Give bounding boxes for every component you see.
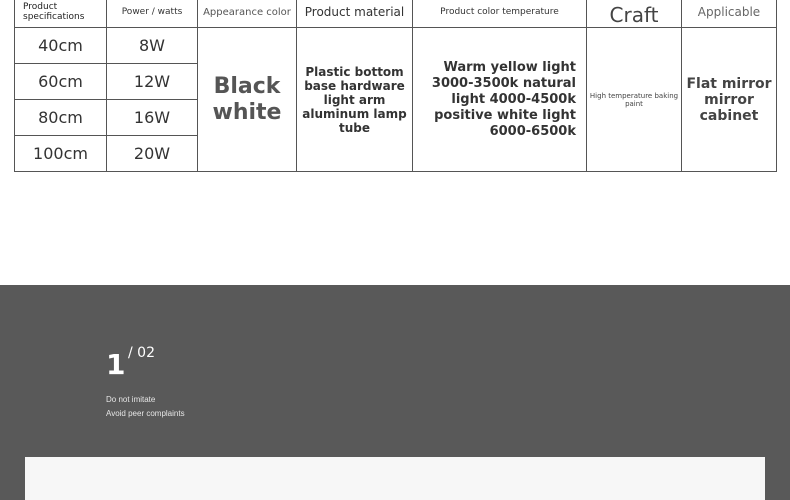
appearance-color-value: Black white — [198, 28, 297, 172]
watts-cell: 16W — [107, 100, 198, 136]
tagline-line-1: Do not imitate — [106, 395, 156, 404]
size-cell: 100cm — [15, 136, 107, 172]
spec-table-header-row — [15, 0, 777, 28]
header-craft: Craft — [587, 0, 682, 28]
craft-value: High temperature baking paint — [587, 28, 682, 172]
header-appearance-color: Appearance color — [198, 0, 297, 28]
spec-table — [14, 0, 777, 172]
dark-banner — [0, 285, 790, 500]
header-product-material: Product material — [297, 0, 413, 28]
table-row — [15, 28, 777, 64]
header-power-watts: Power / watts — [107, 0, 198, 28]
light-panel — [25, 457, 765, 500]
header-product-specifications: Product specifications — [15, 0, 107, 28]
size-cell: 60cm — [15, 64, 107, 100]
material-value: Plastic bottom base hardware light arm aluminum lamp tube — [297, 28, 413, 172]
watts-cell: 8W — [107, 28, 198, 64]
total-pages: / 02 — [128, 345, 155, 361]
header-color-temperature: Product color temperature — [413, 0, 587, 28]
header-applicable: Applicable — [682, 0, 777, 28]
watts-cell: 20W — [107, 136, 198, 172]
tagline-line-2: Avoid peer complaints — [106, 409, 185, 418]
current-page-number: 1 — [106, 348, 126, 381]
watts-cell: 12W — [107, 64, 198, 100]
tagline — [106, 393, 185, 421]
color-temperature-value: Warm yellow light 3000-3500k natural light 4000-4500k positive white light 6000-6500k — [413, 28, 587, 172]
size-cell: 40cm — [15, 28, 107, 64]
applicable-value: Flat mirror mirror cabinet — [682, 28, 777, 172]
size-cell: 80cm — [15, 100, 107, 136]
